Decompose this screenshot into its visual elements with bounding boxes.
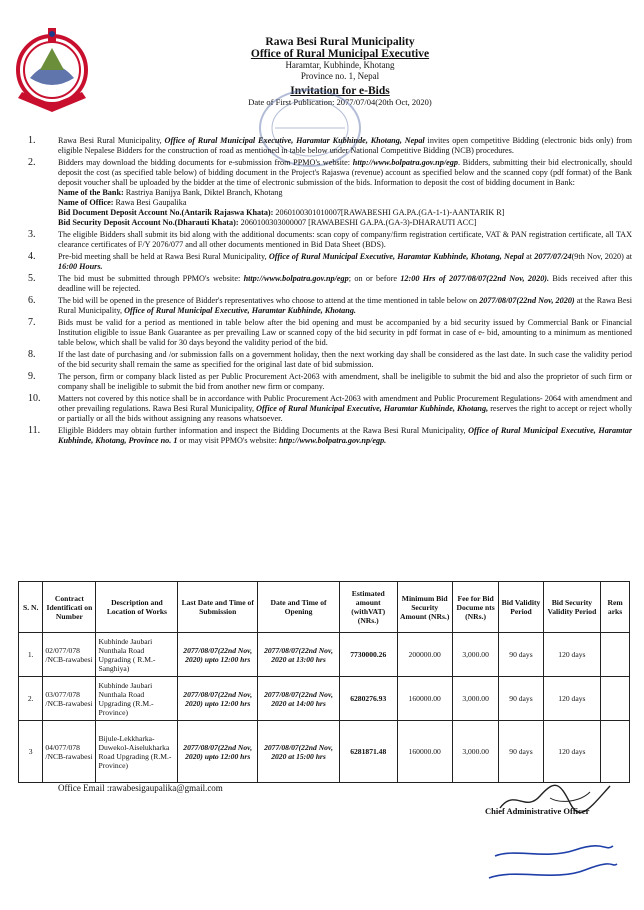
item-text: Office of Rural Municipal Executive, Haramtar Kubhinde, Khotang, — [256, 404, 489, 413]
item-number: 11. — [28, 425, 41, 436]
table-cell: 3,000.00 — [452, 677, 498, 721]
item-text: Office of Rural Municipal Executive, Haramtar Kubhinde, Khotang, Province no. 1 — [58, 426, 633, 445]
table-cell: 2. — [19, 677, 43, 721]
bid-table — [18, 581, 630, 783]
item-text: 2077/08/07(22nd Nov, 2020) — [479, 296, 575, 305]
item-text: http://www.bolpatra.gov.np/egp — [352, 158, 458, 167]
notice-item — [28, 274, 632, 294]
table-cell: 120 days — [543, 721, 601, 783]
notice-item — [28, 318, 632, 348]
item-number: 4. — [28, 251, 36, 262]
item-number: 6. — [28, 295, 36, 306]
column-header: Bid Validity Period — [499, 582, 543, 633]
nepal-emblem-icon — [12, 22, 92, 114]
table-cell: 160000.00 — [397, 721, 452, 783]
table-cell: 120 days — [543, 633, 601, 677]
item-text: The bid must be submitted through PPMO's website: — [58, 274, 244, 283]
table-cell: Bijule-Lekkharka-Duwekol-Aiselukharka Road Upgrading (R.M.-Province) — [96, 721, 178, 783]
table-cell: 7730000.26 — [339, 633, 397, 677]
table-cell — [601, 677, 630, 721]
item-text: (9th Nov, 2020) at — [571, 252, 632, 261]
item-text: Bids received after this deadline will be rejected. — [58, 274, 633, 293]
notice-item — [28, 426, 632, 446]
table-cell: 6281871.48 — [339, 721, 397, 783]
item-text: Eligible Bidders may obtain further information and inspect the Bidding Documents at the Rawa Besi Rural Municipality, — [58, 426, 469, 435]
column-header: Description and Location of Works — [96, 582, 178, 633]
table-header-row — [19, 582, 630, 633]
table-cell: 3 — [19, 721, 43, 783]
table-cell: 90 days — [499, 677, 543, 721]
table-cell: 02/077/078 /NCB-rawabesi — [43, 633, 96, 677]
table-cell: 90 days — [499, 633, 543, 677]
item-text: ; on or before — [348, 274, 401, 283]
table-cell: 2077/08/07(22nd Nov, 2020) upto 12:00 hrs — [178, 677, 258, 721]
table-cell: 160000.00 — [397, 677, 452, 721]
table-cell: 3,000.00 — [452, 721, 498, 783]
table-cell: 6280276.93 — [339, 677, 397, 721]
bank-info-label: Bid Document Deposit Account No.(Antarik Rajaswa Khata): — [58, 208, 274, 217]
item-text: 16:00 Hours. — [58, 262, 103, 271]
notice-item — [28, 230, 632, 250]
item-text: Pre-bid meeting shall be held at Rawa Besi Rural Municipality, — [58, 252, 269, 261]
table-cell — [601, 633, 630, 677]
item-number: 3. — [28, 229, 36, 240]
item-text: reserves the right to accept or reject wholly or partially or all the bids without assigning any reasons whatsoever. — [58, 404, 632, 423]
bank-info-line — [58, 218, 632, 228]
table-row — [19, 633, 630, 677]
item-text: The person, firm or company black listed as per Public Procurement Act-2063 with amendment, shall be ineligible to submit the bid and also the proprietor of such firm or company shall be ineligible to submit the bid from another new firm or company. — [58, 372, 632, 391]
table-cell: 200000.00 — [397, 633, 452, 677]
item-number: 9. — [28, 371, 36, 382]
table-cell: 2077/08/07(22nd Nov, 2020 at 13:00 hrs — [258, 633, 340, 677]
table-cell: 2077/08/07(22nd Nov, 2020 at 14:00 hrs — [258, 677, 340, 721]
bank-info-value: 2060100301010007[RAWABESHI GA.PA.(GA-1-1)-AANTARIK R] — [273, 208, 505, 217]
table-cell: 2077/08/07(22nd Nov, 2020 at 15:00 hrs — [258, 721, 340, 783]
page-title: Invitation for e-Bids — [290, 85, 390, 97]
table-cell: 2077/08/07(22nd Nov, 2020) upto 12:00 hrs — [178, 721, 258, 783]
publication-date: Date of First Publication: 2077/07/04(20th Oct, 2020) — [248, 97, 432, 107]
bank-info-label: Bid Security Deposit Account No.(Dharauti Khata): — [58, 218, 239, 227]
column-header: Fee for Bid Docume nts (NRs.) — [452, 582, 498, 633]
table-cell: 90 days — [499, 721, 543, 783]
item-number: 7. — [28, 317, 36, 328]
bank-info-value: Rastriya Banijya Bank, Diktel Branch, Khotang — [123, 188, 283, 197]
column-header: Bid Security Validity Period — [543, 582, 601, 633]
notice-item — [28, 136, 632, 156]
bank-info-line — [58, 198, 632, 208]
office-address: Haramtar, Kubhinde, Khotang — [285, 60, 395, 70]
item-number: 1. — [28, 135, 36, 146]
column-header: Date and Time of Opening — [258, 582, 340, 633]
notice-items — [28, 136, 632, 448]
table-cell: Kubhinde Jaubari Nunthala Road Upgrading ( R.M.-Sanghiya) — [96, 633, 178, 677]
item-text: at — [523, 252, 535, 261]
notice-item — [28, 158, 632, 228]
office-name: Office of Rural Municipal Executive — [250, 48, 430, 60]
item-text: or may visit PPMO's website: — [177, 436, 279, 445]
item-text: The eligible Bidders shall submit its bid along with the additional documents: scan copy of company/firm registration certificate, VAT & PAN registration certificate, all TAX clearance certificates of F/Y 2076/077 and all other documents mentioned in Bid Data Sheet (BDS). — [58, 230, 632, 249]
notice-item — [28, 296, 632, 316]
table-row — [19, 677, 630, 721]
bank-info-label: Name of the Bank: — [58, 188, 124, 197]
table-body — [19, 633, 630, 783]
notice-item — [28, 394, 632, 424]
item-text: invites open competitive Bidding (electronic bids only) from eligible Nepalese Bidders for the construction of road as mentioned in table below under National Competitive Bidding (NCB) procedures. — [58, 136, 632, 155]
item-text: http://www.bolpatra.gov.np/egp. — [279, 436, 387, 445]
bank-info-line — [58, 208, 632, 218]
table-cell: 03/077/078 /NCB-rawabesi — [43, 677, 96, 721]
item-text: . Bidders, submitting their bid electronically, should deposit the cost (as specified table below) of bidding document in the Project's Rajaswa (revenue) account as specified below and the scanned copy (pdf format) of the Bank deposit voucher shall be uploaded by the bidder at the time of electronic submission of the bids. Information to deposit the cost of bidding document in Bank: — [58, 158, 632, 187]
bank-info-line — [58, 188, 632, 198]
item-number: 2. — [28, 157, 36, 168]
column-header: Minimum Bid Security Amount (NRs.) — [397, 582, 452, 633]
item-text: Office of Rural Municipal Executive, Haramtar Kubhinde, Khotang, Nepal — [268, 252, 524, 261]
item-text: 2077/07/24 — [534, 252, 572, 261]
table-cell — [601, 721, 630, 783]
table-cell: 3,000.00 — [452, 633, 498, 677]
bank-info-label: Name of Office: — [58, 198, 114, 207]
table-cell: 2077/08/07(22nd Nov, 2020) upto 12:00 hrs — [178, 633, 258, 677]
table-cell: 120 days — [543, 677, 601, 721]
table-cell: 04/077/078 /NCB-rawabesi — [43, 721, 96, 783]
column-header: Estimated amount (withVAT) (NRs.) — [339, 582, 397, 633]
office-email: Office Email :rawabesigaupalika@gmail.com — [58, 783, 223, 793]
table-cell: 1. — [19, 633, 43, 677]
province-line: Province no. 1, Nepal — [300, 71, 380, 81]
column-header: Last Date and Time of Submission — [178, 582, 258, 633]
notice-item — [28, 372, 632, 392]
column-header: Contract Identificati on Number — [43, 582, 96, 633]
table-row — [19, 721, 630, 783]
item-text: http://www.bolpatra.gov.np/egp — [243, 274, 349, 283]
item-number: 8. — [28, 349, 36, 360]
signatory-title: Chief Administrative Officer — [485, 806, 590, 816]
item-text: The bid will be opened in the presence of Bidder's representatives who choose to attend at the time mentioned in table below on — [58, 296, 480, 305]
item-text: Office of Rural Municipal Executive, Haramtar Kubhinde, Khotang. — [124, 306, 356, 315]
item-text: Rawa Besi Rural Municipality, — [58, 136, 165, 145]
item-text: Office of Rural Municipal Executive, Haramtar Kubhinde, Khotang, Nepal — [164, 136, 425, 145]
municipality-name: Rawa Besi Rural Municipality — [265, 36, 415, 48]
bank-info-value: Rawa Besi Gaupalika — [113, 198, 187, 207]
table-cell: Kubhinde Jaubari Nunthala Road Upgrading (R.M.-Province) — [96, 677, 178, 721]
item-number: 5. — [28, 273, 36, 284]
item-text: Bidders may download the bidding documents for e-submission from PPMO's website: — [58, 158, 353, 167]
column-header: Rem arks — [601, 582, 630, 633]
handwritten-stamp-icon — [485, 838, 620, 888]
column-header: S. N. — [19, 582, 43, 633]
item-number: 10. — [28, 393, 41, 404]
item-text: If the last date of purchasing and /or submission falls on a government holiday, then the next working day shall be considered as the last date. In such case the validity period of the bid security shall remain the same as specified for the original last date of bid submission. — [58, 350, 632, 369]
bank-info-value: 2060100303000007 [RAWABESHI GA.PA.(GA-3)-DHARAUTI ACC] — [238, 218, 477, 227]
notice-item — [28, 350, 632, 370]
item-text: at the Rawa Besi Rural Municipality, — [58, 296, 632, 315]
item-text: 12:00 Hrs of 2077/08/07(22nd Nov, 2020). — [400, 274, 550, 283]
item-text: Matters not covered by this notice shall be in accordance with Public Procurement Act-2063 with amendment and Public Procurement Regulations- 2064 with amendment and other prevailing regulations. Rawa Besi Rural Municipality, — [58, 394, 632, 413]
notice-item — [28, 252, 632, 272]
item-text: Bids must be valid for a period as mentioned in table below after the bid opening and must be accompanied by a bid security issued by Commercial Bank or Financial Institution eligible to issue Bank Guarantee as per prevailing Law or scanned copy of the bid security in pdf format in case of e- bid, amounting to a minimum as mentioned table below, which shall be valid for 30 days beyond the validity period of the bid. — [58, 318, 632, 347]
